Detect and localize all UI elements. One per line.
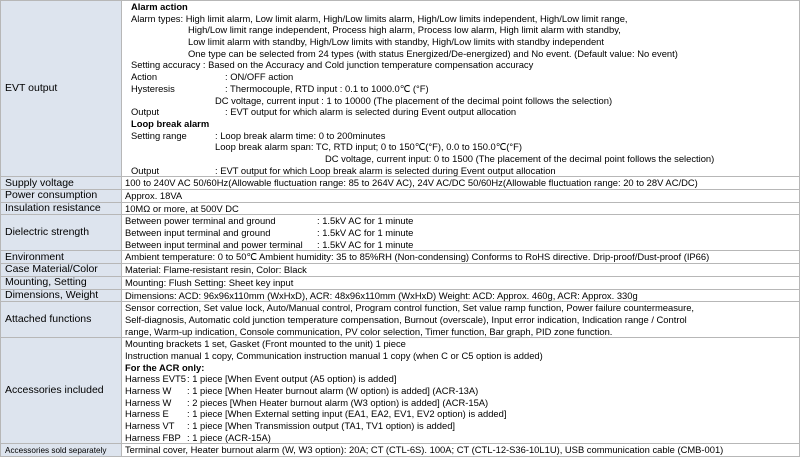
value-power-consumption	[122, 190, 800, 203]
harness-key: Harness EVT5	[125, 373, 186, 385]
accessories-sold-text: Terminal cover, Heater burnout alarm (W, W3 option): 20A; CT (CTL-6S). 100A; CT (CTL-12-S36-10L1U), USB communication cable (CMB-001)	[125, 444, 724, 456]
output2-line	[125, 165, 799, 177]
value-dimensions-weight	[122, 289, 800, 302]
alarm-types-line-3: Low limit alarm with standby, High/Low limits with standby, High/Low limits with standby independent	[188, 36, 604, 48]
row-dimensions-weight	[1, 289, 800, 302]
dimensions-weight-text: Dimensions: ACD: 96x96x110mm (WxHxD), ACR: 48x96x110mm (WxHxD) Weight: ACD: Approx. 460g, ACR: Approx. 330g	[125, 289, 638, 301]
accessories-line-2: Instruction manual 1 copy, Communication instruction manual 1 copy (when C or C5 option is added)	[125, 349, 543, 361]
action-key: Action	[131, 71, 158, 83]
label-power-consumption: Power consumption	[1, 190, 122, 203]
harness-value: : 1 piece [When Event output (A5 option) is added]	[187, 373, 397, 385]
hysteresis-value-2: DC voltage, current input : 1 to 10000 (The placement of the decimal point follows the selection)	[215, 94, 613, 106]
row-dielectric-strength	[1, 215, 800, 251]
power-consumption-text: Approx. 18VA	[125, 190, 183, 201]
row-mounting-setting	[1, 276, 800, 289]
value-insulation-resistance	[122, 202, 800, 215]
label-case-material: Case Material/Color	[1, 264, 122, 277]
loop-break-title: Loop break alarm	[131, 117, 210, 129]
setting-range-key: Setting range	[131, 129, 187, 141]
setting-range-value-2: Loop break alarm span: TC, RTD input; 0 to 150℃(°F), 0.0 to 150.0℃(°F)	[215, 141, 522, 153]
harness-item	[125, 408, 799, 420]
setting-range-line	[125, 130, 799, 142]
insulation-resistance-text: 10MΩ or more, at 500V DC	[125, 202, 239, 214]
value-accessories-sold-separately	[122, 444, 800, 457]
dielectric-value: : 1.5kV AC for 1 minute	[317, 215, 414, 227]
value-mounting-setting	[122, 276, 800, 289]
hysteresis-line	[125, 83, 799, 95]
alarm-types-line-4: One type can be selected from 24 types (with status Energized/De-energized) and No event. (Default value: No event)	[188, 47, 678, 59]
hysteresis-key: Hysteresis	[131, 82, 175, 94]
output-line	[125, 106, 799, 118]
setting-range-value-3: DC voltage, current input: 0 to 1500 (The placement of the decimal point follows the selection)	[325, 152, 715, 164]
label-accessories-sold-separately: Accessories sold separately	[1, 444, 122, 457]
alarm-action-title: Alarm action	[131, 1, 188, 12]
setting-accuracy: Setting accuracy : Based on the Accuracy and Cold junction temperature compensation accuracy	[131, 59, 534, 71]
label-mounting-setting: Mounting, Setting	[1, 276, 122, 289]
harness-key: Harness W	[125, 385, 172, 396]
harness-item	[125, 432, 799, 444]
label-accessories-included: Accessories included	[1, 338, 122, 444]
harness-value: : 1 piece [When Heater burnout alarm (W option) is added] (ACR-13A)	[187, 385, 479, 396]
dielectric-item	[125, 215, 799, 227]
harness-item	[125, 385, 799, 397]
alarm-types-line-1: Alarm types: High limit alarm, Low limit alarm, High/Low limits alarm, High/Low limits independent, High/Low limit range,	[131, 12, 628, 24]
row-environment	[1, 251, 800, 264]
label-attached-functions: Attached functions	[1, 302, 122, 338]
row-accessories-included	[1, 338, 800, 444]
row-supply-voltage	[1, 177, 800, 190]
label-dielectric-strength: Dielectric strength	[1, 215, 122, 251]
value-case-material	[122, 264, 800, 277]
harness-key: Harness W	[125, 396, 172, 408]
dielectric-item	[125, 227, 799, 239]
alarm-types-line-2: High/Low limit range independent, Process high alarm, Process low alarm, High limit alarm with standby,	[188, 24, 621, 36]
environment-text: Ambient temperature: 0 to 50℃ Ambient humidity: 35 to 85%RH (Non-condensing) Conforms to RoHS directive. Drip-proof/Dust-proof (IP66)	[125, 251, 710, 263]
attached-functions-line-2: Self-diagnosis, Automatic cold junction temperature compensation, Burnout (overscale), Input error indication, Indication range / Control	[125, 313, 687, 325]
value-supply-voltage	[122, 177, 800, 190]
case-material-text: Material: Flame-resistant resin, Color: Black	[125, 264, 307, 276]
value-attached-functions	[122, 302, 800, 338]
harness-key: Harness FBP	[125, 431, 181, 443]
setting-range-value-1: : Loop break alarm time: 0 to 200minutes	[215, 129, 386, 141]
harness-value: : 1 piece [When External setting input (EA1, EA2, EV1, EV2 option) is added]	[187, 408, 507, 420]
mounting-setting-text: Mounting: Flush Setting: Sheet key input	[125, 276, 294, 288]
dielectric-key: Between input terminal and ground	[125, 227, 271, 239]
dielectric-value: : 1.5kV AC for 1 minute	[317, 238, 414, 250]
harness-key: Harness VT	[125, 420, 175, 432]
output2-value: : EVT output for which Loop break alarm is selected during Event output allocation	[215, 164, 556, 176]
output-value: : EVT output for which alarm is selected during Event output allocation	[225, 106, 517, 118]
supply-voltage-text: 100 to 240V AC 50/60Hz(Allowable fluctuation range: 85 to 264V AC), 24V AC/DC 50/60Hz(Allowable fluctuation range: 20 to 28V AC/DC)	[125, 177, 698, 189]
row-attached-functions	[1, 302, 800, 338]
value-evt-output	[122, 1, 800, 177]
row-power-consumption	[1, 190, 800, 203]
output2-key: Output	[131, 164, 160, 176]
harness-item	[125, 373, 799, 385]
dielectric-value: : 1.5kV AC for 1 minute	[317, 227, 414, 239]
action-value: : ON/OFF action	[225, 71, 294, 83]
label-supply-voltage: Supply voltage	[1, 177, 122, 190]
label-evt-output: EVT output	[1, 1, 122, 177]
row-insulation-resistance	[1, 202, 800, 215]
dielectric-key: Between input terminal and power terminal	[125, 238, 303, 250]
harness-value: : 1 piece [When Transmission output (TA1, TV1 option) is added]	[187, 420, 456, 432]
dielectric-key: Between power terminal and ground	[125, 215, 276, 227]
label-environment: Environment	[1, 251, 122, 264]
output-key: Output	[131, 106, 160, 118]
acr-only-title: For the ACR only:	[125, 361, 205, 373]
harness-item	[125, 420, 799, 432]
harness-key: Harness E	[125, 408, 169, 420]
dielectric-item	[125, 239, 799, 251]
label-insulation-resistance: Insulation resistance	[1, 202, 122, 215]
harness-value: : 2 pieces [When Heater burnout alarm (W3 option) is added] (ACR-15A)	[187, 396, 489, 408]
harness-value: : 1 piece (ACR-15A)	[187, 431, 271, 443]
value-dielectric-strength	[122, 215, 800, 251]
hysteresis-value-1: : Thermocouple, RTD input : 0.1 to 1000.0℃ (°F)	[225, 82, 429, 94]
attached-functions-line-3: range, Warm-up indication, Console communication, PV color selection, Timer function, Bar graph, PID zone function.	[125, 325, 613, 337]
row-case-material	[1, 264, 800, 277]
row-accessories-sold-separately	[1, 444, 800, 457]
harness-item	[125, 397, 799, 409]
row-evt-output	[1, 1, 800, 177]
action-line	[125, 71, 799, 83]
value-environment	[122, 251, 800, 264]
attached-functions-line-1: Sensor correction, Set value lock, Auto/Manual control, Program control function, Set value ramp function, Power failure countermeasure,	[125, 302, 695, 314]
accessories-line-1: Mounting brackets 1 set, Gasket (Front mounted to the unit) 1 piece	[125, 338, 406, 350]
value-accessories-included	[122, 338, 800, 444]
label-dimensions-weight: Dimensions, Weight	[1, 289, 122, 302]
